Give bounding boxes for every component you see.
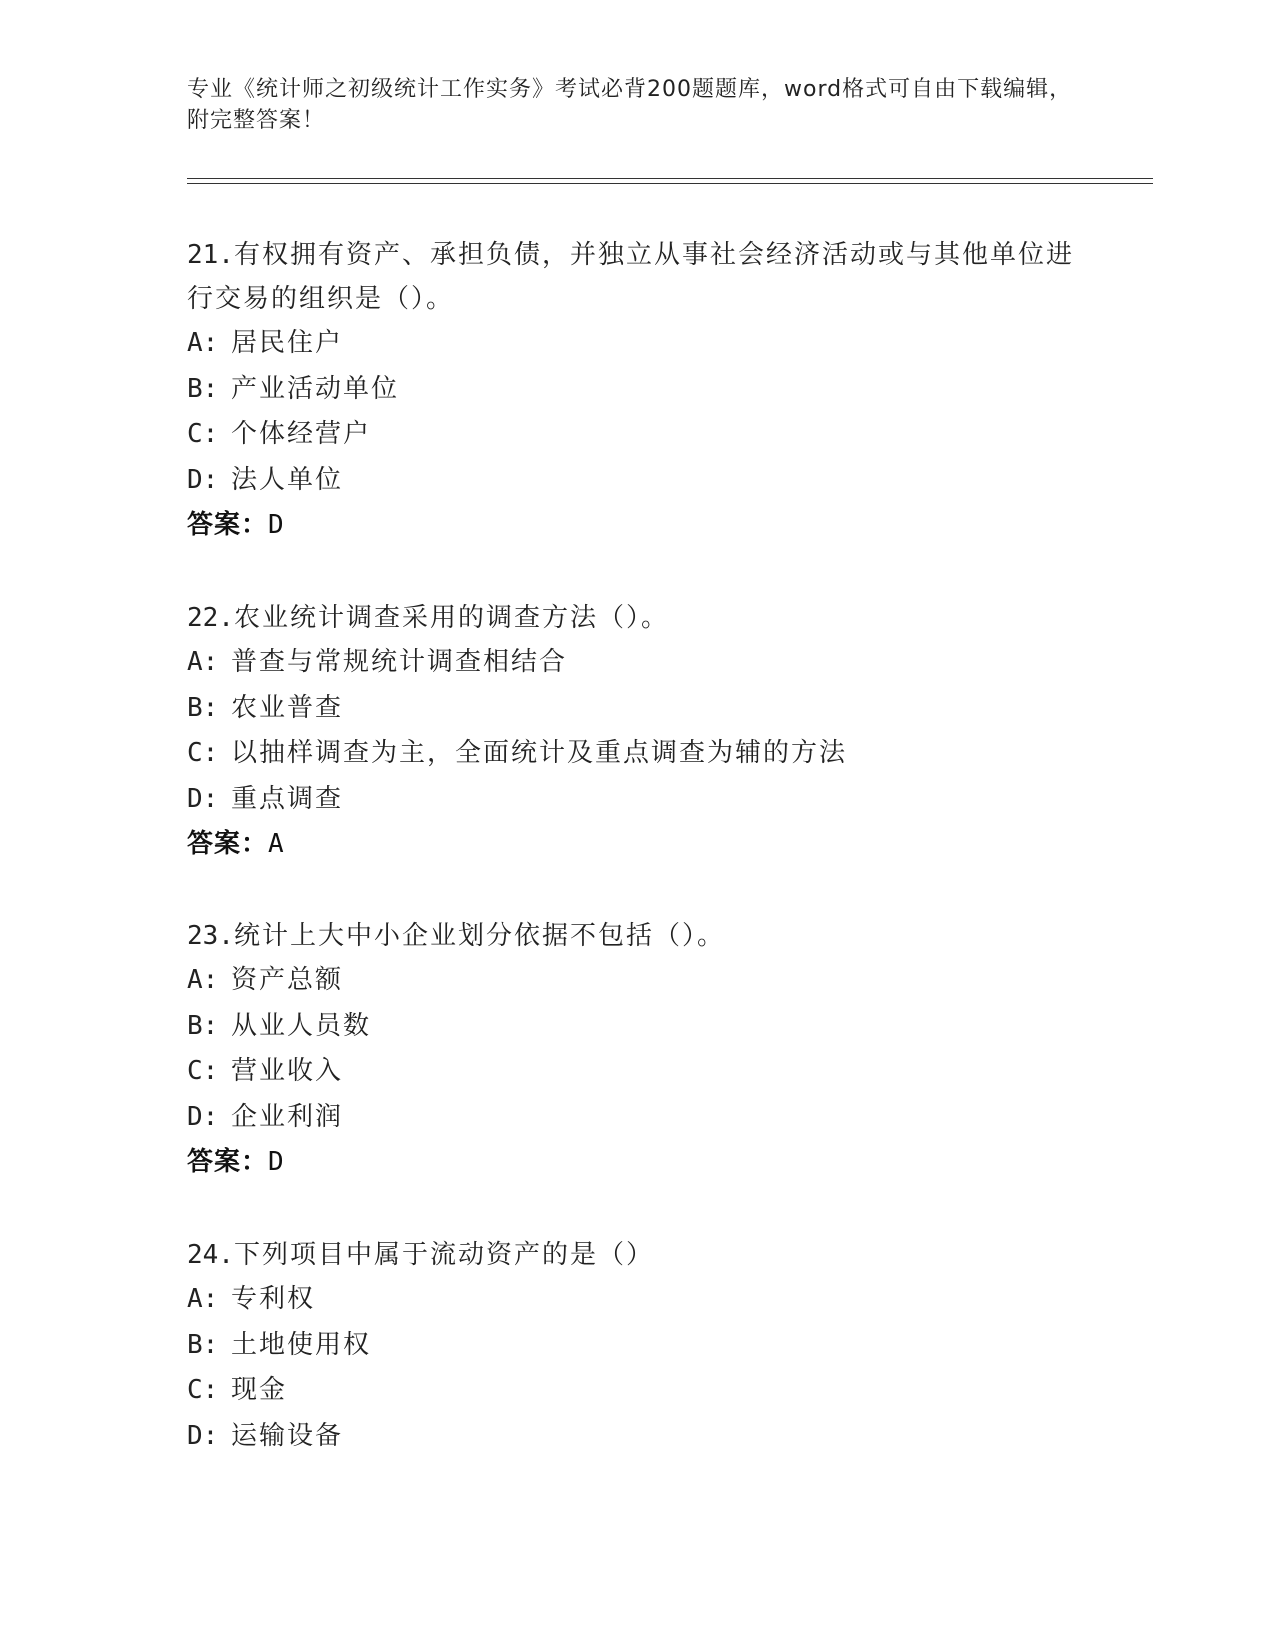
- question-text: 统计上大中小企业划分依据不包括（）。: [233, 921, 725, 951]
- option-text: 重点调查: [231, 783, 344, 814]
- option-letter: C:: [187, 1375, 219, 1405]
- option-c: [187, 731, 1087, 777]
- option-text: 运输设备: [231, 1420, 344, 1451]
- option-text: 现金: [231, 1375, 288, 1405]
- option-text: 居民住户: [231, 328, 344, 358]
- question-text: 农业统计调查采用的调查方法（）。: [233, 603, 669, 633]
- option-text: 农业普查: [231, 692, 344, 723]
- option-a: [187, 958, 1087, 1004]
- option-letter: B:: [187, 1329, 219, 1360]
- question-text: 下列项目中属于流动资产的是（）: [233, 1240, 654, 1270]
- question-21: [187, 233, 1087, 549]
- option-letter: B:: [187, 373, 219, 404]
- header-intro-text: 专业《统计师之初级统计工作实务》考试必背200题题库，word格式可自由下载编辑，附完整答案！: [187, 77, 1073, 133]
- question-23: [187, 914, 1087, 1186]
- option-b: [187, 367, 1087, 413]
- option-b: [187, 1004, 1087, 1050]
- option-text: 资产总额: [231, 965, 344, 995]
- option-b: [187, 1323, 1087, 1369]
- question-24: [187, 1233, 1087, 1459]
- answer-line: [187, 822, 1087, 868]
- option-letter: D:: [187, 1101, 219, 1132]
- option-text: 产业活动单位: [231, 373, 400, 404]
- answer-label: 答案：: [187, 1147, 269, 1177]
- option-letter: C:: [187, 738, 219, 768]
- option-text: 企业利润: [231, 1101, 344, 1132]
- question-stem: [187, 914, 1087, 958]
- answer-label: 答案：: [187, 829, 269, 859]
- question-text: 有权拥有资产、承担负债，并独立从事社会经济活动或与其他单位进行交易的组织是（）。: [187, 240, 1074, 314]
- option-text: 以抽样调查为主，全面统计及重点调查为辅的方法: [231, 738, 848, 768]
- option-c: [187, 1049, 1087, 1095]
- question-22: [187, 596, 1087, 868]
- option-c: [187, 412, 1087, 458]
- option-letter: D:: [187, 783, 219, 814]
- option-c: [187, 1368, 1087, 1414]
- option-text: 营业收入: [231, 1056, 344, 1086]
- option-letter: B:: [187, 1010, 219, 1041]
- option-letter: C:: [187, 419, 219, 449]
- header-divider-top: [187, 178, 1153, 179]
- option-b: [187, 686, 1087, 732]
- option-d: [187, 1414, 1087, 1460]
- answer-label: 答案：: [187, 510, 269, 540]
- question-number: 24.: [187, 1240, 234, 1270]
- answer-value: D: [268, 1147, 285, 1177]
- answer-line: [187, 503, 1087, 549]
- option-d: [187, 458, 1087, 504]
- option-text: 普查与常规统计调查相结合: [231, 647, 568, 677]
- option-letter: B:: [187, 692, 219, 723]
- option-text: 专利权: [231, 1284, 316, 1314]
- option-text: 个体经营户: [231, 419, 372, 449]
- answer-value: D: [268, 510, 285, 540]
- option-text: 土地使用权: [231, 1329, 372, 1360]
- option-letter: D:: [187, 1420, 219, 1451]
- question-number: 23.: [187, 921, 234, 951]
- option-letter: A:: [187, 647, 219, 677]
- question-stem: [187, 233, 1087, 321]
- option-a: [187, 640, 1087, 686]
- option-d: [187, 777, 1087, 823]
- option-letter: C:: [187, 1056, 219, 1086]
- question-number: 22.: [187, 603, 234, 633]
- document-header: [187, 74, 1087, 136]
- answer-line: [187, 1140, 1087, 1186]
- option-text: 法人单位: [231, 464, 344, 495]
- option-a: [187, 1277, 1087, 1323]
- answer-value: A: [268, 829, 285, 859]
- option-text: 从业人员数: [231, 1010, 372, 1041]
- header-divider-bottom: [187, 183, 1153, 184]
- question-number: 21.: [187, 240, 234, 270]
- option-d: [187, 1095, 1087, 1141]
- option-a: [187, 321, 1087, 367]
- option-letter: A:: [187, 965, 219, 995]
- option-letter: D:: [187, 464, 219, 495]
- option-letter: A:: [187, 328, 219, 358]
- option-letter: A:: [187, 1284, 219, 1314]
- question-stem: [187, 596, 1087, 640]
- question-stem: [187, 1233, 1087, 1277]
